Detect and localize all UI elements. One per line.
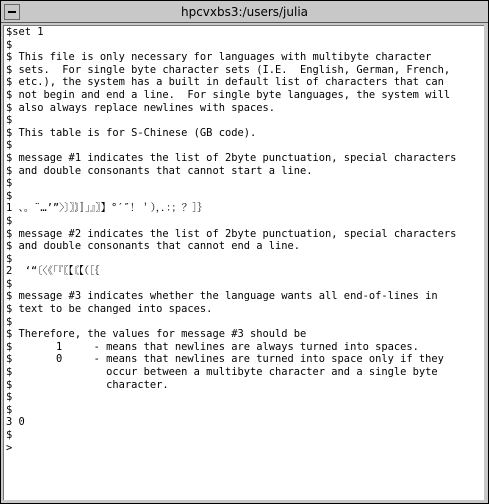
terminal-line: $ xyxy=(6,189,13,202)
terminal-line: $ xyxy=(6,139,13,152)
terminal-line: $ xyxy=(6,429,13,441)
terminal-text-area[interactable] xyxy=(3,25,484,500)
terminal-line: $ 0 - means that newlines are turned into space only if they xyxy=(6,353,444,366)
terminal-line: $ occur between a multibyte character and a single byte xyxy=(6,366,438,379)
terminal-line: $ xyxy=(6,277,13,290)
terminal-line: $ text to be changed into spaces. xyxy=(6,303,213,316)
terminal-line: $ xyxy=(6,403,13,416)
terminal-line: $ character. xyxy=(6,378,169,391)
terminal-line: $ message #3 indicates whether the language wants all end-of-lines in xyxy=(6,290,438,303)
terminal-line: $ etc.), the system has a built in default list of characters that can xyxy=(6,76,444,89)
terminal-line: $ xyxy=(6,177,13,190)
terminal-line: $set 1 xyxy=(6,26,44,38)
terminal-line: $ message #1 indicates the list of 2byte punctuation, special characters xyxy=(6,151,457,164)
terminal-line: $ 1 - means that newlines are always turned into spaces. xyxy=(6,340,419,353)
terminal-line: 3 0 xyxy=(6,416,25,429)
terminal-line: $ sets. For single byte character sets (I.E. English, German, French, xyxy=(6,63,451,76)
terminal-line: $ xyxy=(6,315,13,328)
terminal-line: $ xyxy=(6,114,13,127)
terminal-line: $ xyxy=(6,252,13,265)
terminal-line: $ message #2 indicates the list of 2byte punctuation, special characters xyxy=(6,227,457,240)
window-title: hpcvxbs3:/users/julia xyxy=(180,5,309,19)
terminal-line: $ This file is only necessary for languages with multibyte character xyxy=(6,51,432,64)
terminal-line: 1 、。¨…’”〉〕〗〙〛」』〗】°′″！＇），．：；？］｝ xyxy=(6,202,208,215)
terminal-line: $ xyxy=(6,38,13,51)
prompt-line: > xyxy=(6,441,13,454)
terminal-line: $ This table is for S-Chinese (GB code). xyxy=(6,126,257,139)
terminal-line: 2 ‘“〔〈《「『〖【〘【（［｛ xyxy=(6,265,100,278)
terminal-line: $ not begin and end a line. For single byte languages, the system will xyxy=(6,88,451,101)
terminal-line: $ also always replace newlines with spaces. xyxy=(6,101,275,114)
title-bar[interactable] xyxy=(1,1,488,23)
terminal-line: $ and double consonants that cannot end a line. xyxy=(6,240,301,253)
terminal-line: $ xyxy=(6,391,13,404)
terminal-line: $ and double consonants that cannot start a line. xyxy=(6,164,313,177)
terminal-line: $ xyxy=(6,214,13,227)
terminal-line: $ Therefore, the values for message #3 should be xyxy=(6,328,307,341)
